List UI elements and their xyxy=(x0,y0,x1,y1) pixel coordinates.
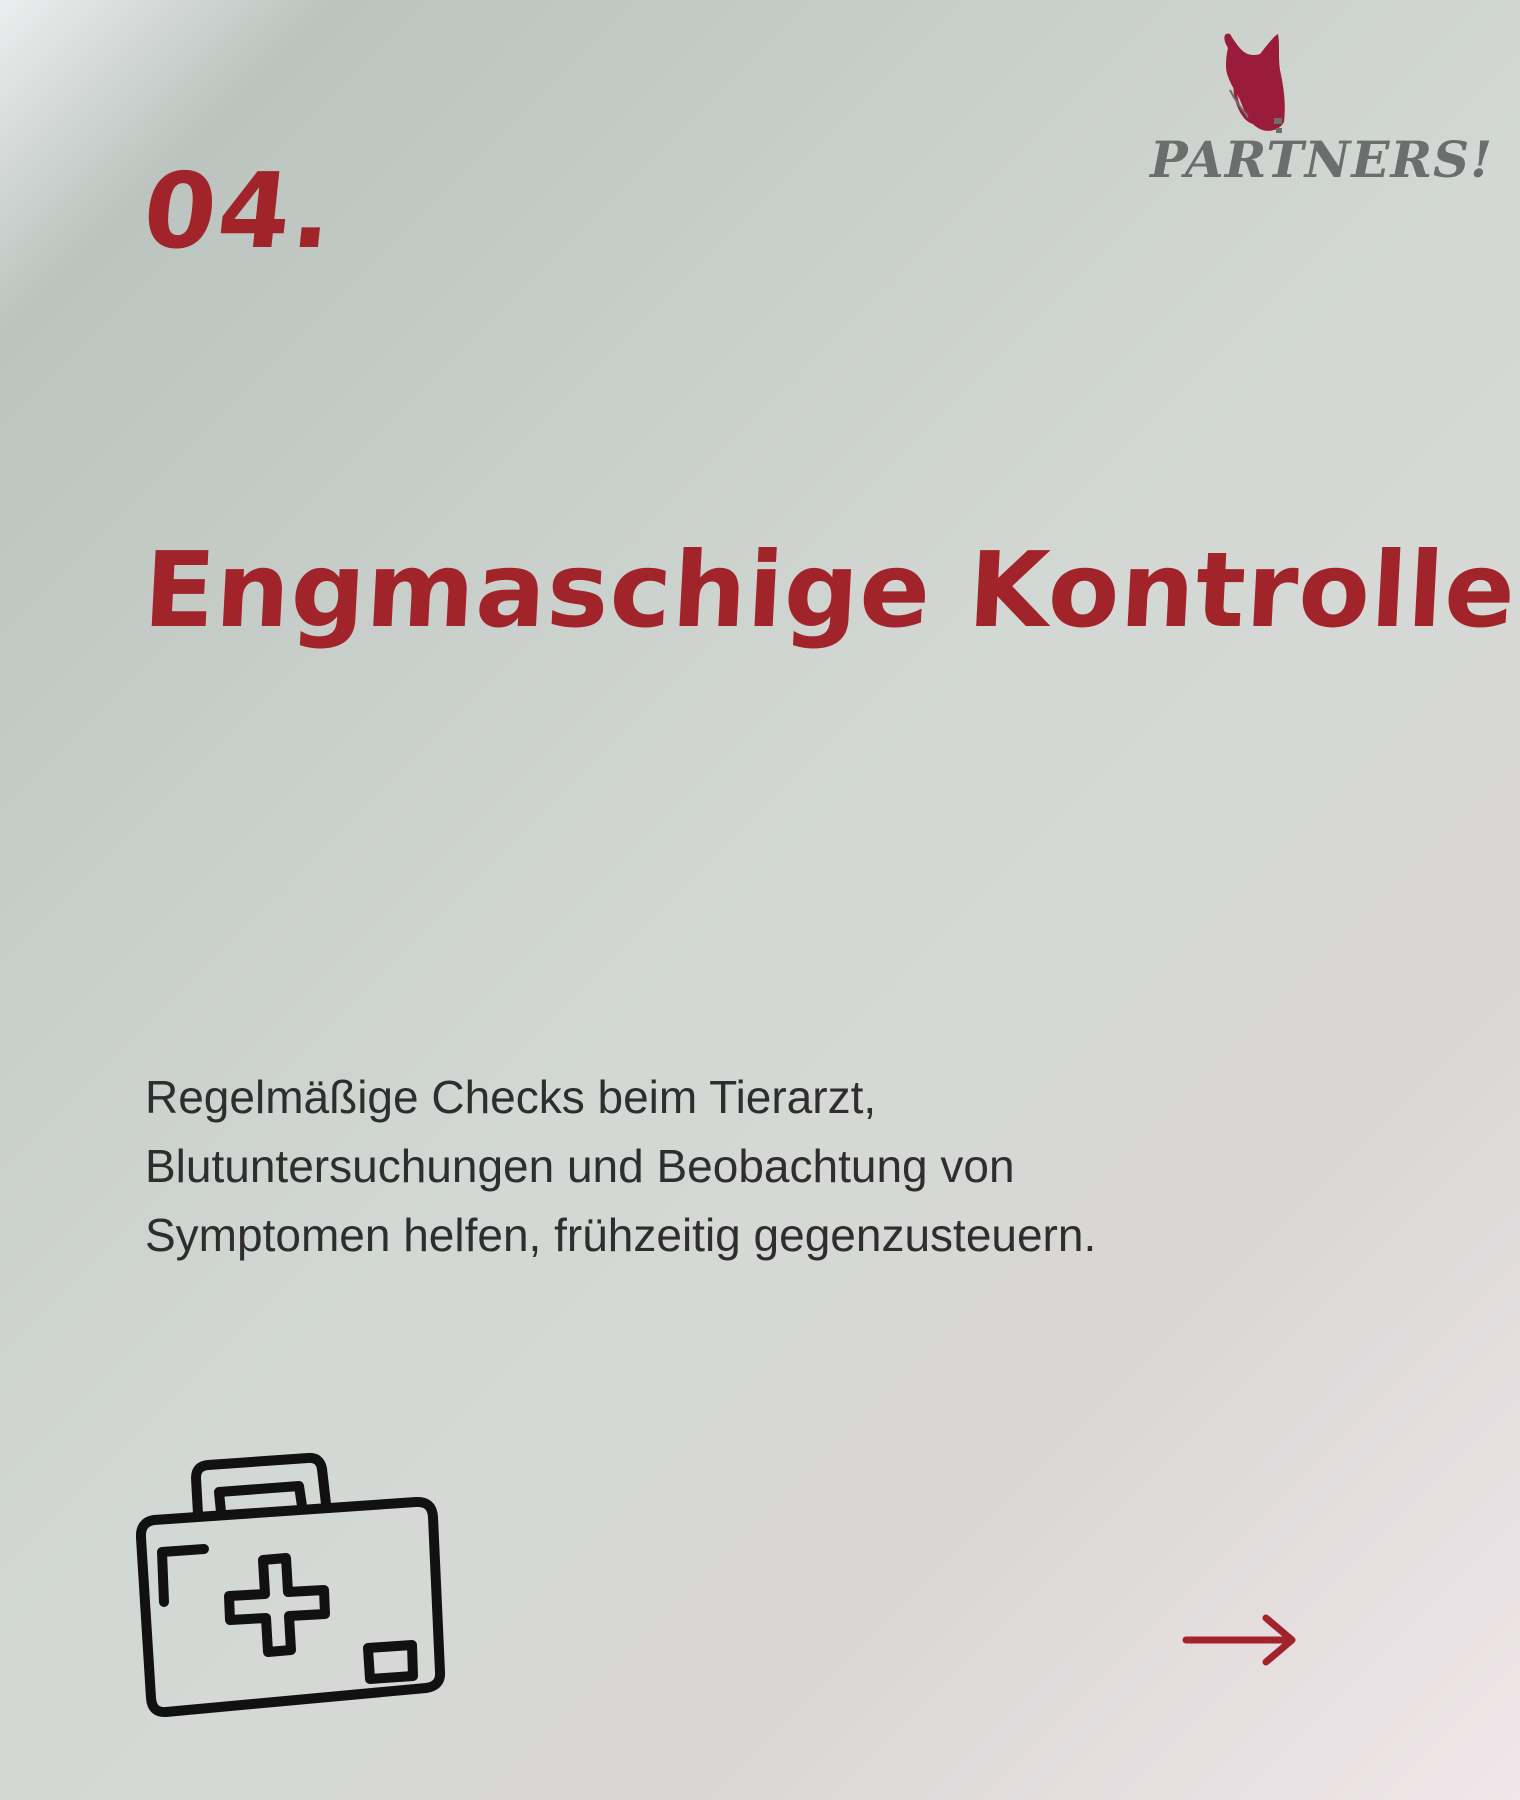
slide-number: 04. xyxy=(137,150,341,272)
body-line: Symptomen helfen, frühzeitig gegenzusteuern. xyxy=(145,1209,1097,1261)
body-text xyxy=(145,1063,1305,1270)
headline: Engmaschige Kontrolle xyxy=(140,529,1520,651)
body-line: Blutuntersuchungen und Beobachtung von xyxy=(145,1140,1015,1192)
arrow-right-icon[interactable] xyxy=(1182,1610,1298,1670)
logo-text: PARTNERS! xyxy=(1150,130,1494,189)
logo xyxy=(1150,30,1494,200)
first-aid-kit-icon xyxy=(136,1450,446,1730)
body-line: Regelmäßige Checks beim Tierarzt, xyxy=(145,1071,877,1123)
